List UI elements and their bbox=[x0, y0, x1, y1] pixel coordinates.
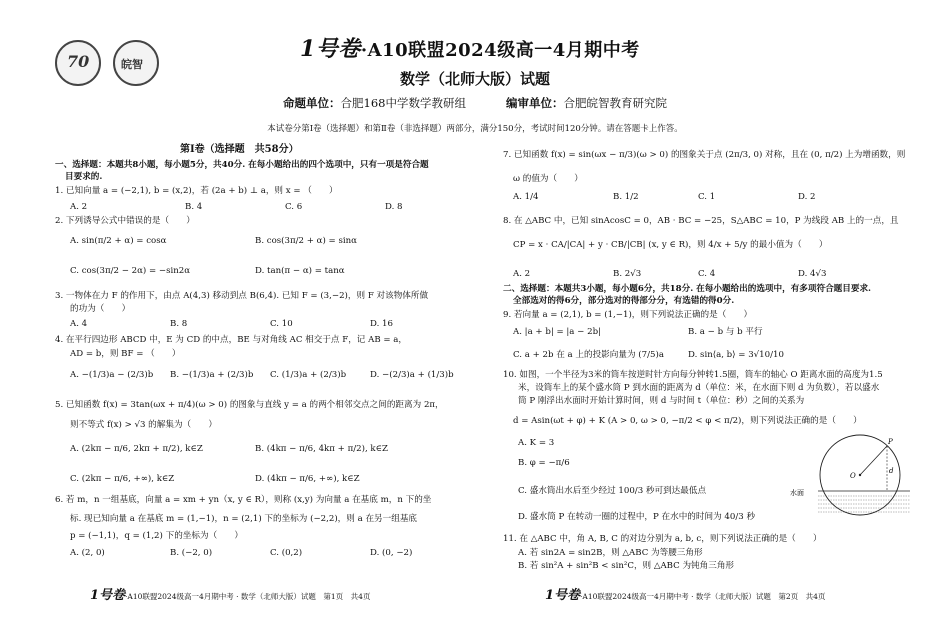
page-footer-1 bbox=[90, 584, 370, 603]
option: A. −(1/3)a − (2/3)b bbox=[70, 370, 154, 380]
option: B. 8 bbox=[170, 319, 188, 329]
option: A. 2 bbox=[513, 269, 531, 279]
question-7-cont: ω 的值为（ ） bbox=[513, 174, 583, 184]
option: B. 1/2 bbox=[613, 192, 639, 202]
question-4: 4. 在平行四边形 ABCD 中，E 为 CD 的中点，BE 与对角线 AC 相交于点 F，记 AB = a， bbox=[55, 335, 408, 345]
p-label: P bbox=[888, 438, 893, 446]
q5-option-d: D. (4kπ − π/6, +∞), k∈Z bbox=[255, 474, 360, 484]
question-6-cont: 标. 现已知向量 a 在基底 m = (1,−1)，n = (2,1) 下的坐标为 (−2,2)，则 a 在另一组基底 bbox=[70, 514, 418, 524]
option: C. (0,2) bbox=[270, 548, 303, 558]
option: C. 6 bbox=[285, 202, 303, 212]
section1-heading: 一、选择题：本题共8小题，每小题5分，共40分. 在每小题给出的四个选项中，只有一项是符合题 bbox=[55, 160, 429, 170]
question-8: 8. 在 △ABC 中，已知 sinAcosC = 0，AB · BC = −25，S△ABC = 10，P 为线段 AB 上的一点，且 bbox=[503, 216, 899, 226]
question-11: 11. 在 △ABC 中，角 A, B, C 的对边分别为 a, b, c，则下列说法正确的是（ ） bbox=[503, 534, 822, 544]
question-9: 9. 若向量 a = (2,1), b = (1,−1)，则下列说法正确的是（ ） bbox=[503, 310, 753, 320]
water-wheel-diagram bbox=[790, 433, 910, 528]
exam-notice: 本试卷分第Ⅰ卷（选择题）和第Ⅱ卷（非选择题）两部分，满分150分，考试时间120分钟。请在答题卡上作答。 bbox=[267, 124, 683, 134]
brand-mark: 1号卷 bbox=[300, 36, 361, 62]
q5-option-c: C. (2kπ − π/6, +∞), k∈Z bbox=[70, 474, 175, 484]
option: D. 2 bbox=[798, 192, 816, 202]
footer-text: ·A10联盟2024级高一4月期中考 · 数学（北师大版）试题 第1页 共4页 bbox=[125, 592, 371, 601]
q2-option-c: C. cos(3π/2 − 2α) = −sin2α bbox=[70, 266, 191, 276]
o-label: O bbox=[850, 472, 856, 480]
option: C. 1 bbox=[698, 192, 716, 202]
authoring-units bbox=[0, 95, 950, 111]
option: D. 8 bbox=[385, 202, 403, 212]
q11-option-a: A. 若 sin2A = sin2B，则 △ABC 为等腰三角形 bbox=[518, 548, 703, 558]
unit1-value: 合肥168中学数学教研组 bbox=[340, 96, 466, 110]
question-4-cont: AD = b，则 BF = （ ） bbox=[70, 349, 181, 359]
q5-option-b: B. (4kπ − π/6, 4kπ + π/2), k∈Z bbox=[255, 444, 388, 454]
option: C. 10 bbox=[270, 319, 293, 329]
q11-option-b: B. 若 sin²A + sin²B < sin²C，则 △ABC 为钝角三角形 bbox=[518, 561, 735, 571]
option: D. 4√3 bbox=[798, 269, 827, 279]
question-7: 7. 已知函数 f(x) = sin(ωx − π/3)(ω > 0) 的图象关于点 (2π/3, 0) 对称，且在 (0, π/2) 上为增函数，则 bbox=[503, 150, 906, 160]
q10-option-b: B. φ = −π/6 bbox=[518, 458, 570, 468]
exam-subtitle: 数学（北师大版）试题 bbox=[399, 70, 550, 88]
q2-option-a: A. sin(π/2 + α) = cosα bbox=[70, 236, 167, 246]
option: C. 4 bbox=[698, 269, 716, 279]
question-10: 10. 如图，一个半径为3米的筒车按逆时针方向每分钟转1.5圈，筒车的轴心 O 距离水面的高度为1.5 bbox=[503, 370, 883, 380]
option: A. 2 bbox=[70, 202, 88, 212]
option: B. −(1/3)a + (2/3)b bbox=[170, 370, 254, 380]
q9-option-c: C. a + 2b 在 a 上的投影向量为 (7/5)a bbox=[513, 350, 664, 360]
option: A. 4 bbox=[70, 319, 88, 329]
question-6-cont2: p = (−1,1)，q = (1,2) 下的坐标为（ ） bbox=[70, 531, 243, 541]
water-label: 水面 bbox=[790, 489, 804, 497]
q2-option-d: D. tan(π − α) = tanα bbox=[255, 266, 345, 276]
question-8-cont: CP = x · CA/|CA| + y · CB/|CB| (x, y ∈ R)，则 4/x + 5/y 的最小值为（ ） bbox=[513, 240, 828, 250]
option: C. (1/3)a + (2/3)b bbox=[270, 370, 347, 380]
section2-heading: 二、选择题：本题共3小题，每小题6分，共18分. 在每小题给出的选项中，有多项符合题目要求. bbox=[503, 284, 872, 294]
footer-brand-mark: 1号卷 bbox=[545, 588, 581, 603]
question-5-cont: 则不等式 f(x) > √3 的解集为（ ） bbox=[70, 420, 217, 430]
question-3-cont: 的功为（ ） bbox=[70, 304, 131, 314]
q10-option-c: C. 盛水筒出水后至少经过 100/3 秒可到达最低点 bbox=[518, 486, 707, 496]
unit1-label: 命题单位： bbox=[283, 96, 341, 110]
section1-heading-cont: 目要求的. bbox=[65, 172, 103, 182]
q9-option-b: B. a − b 与 b 平行 bbox=[688, 327, 763, 337]
section2-heading-cont: 全部选对的得6分，部分选对的得部分分，有选错的得0分. bbox=[513, 296, 735, 306]
option: B. 2√3 bbox=[613, 269, 642, 279]
question-10-cont: 米，设筒车上的某个盛水筒 P 到水面的距离为 d（单位：米，在水面下则 d 为负数），若以盛水 bbox=[518, 383, 880, 393]
question-1: 1. 已知向量 a = (−2,1), b = (x,2)，若 (2a + b) ⊥ a，则 x = （ ） bbox=[55, 186, 338, 196]
q5-option-a: A. (2kπ − π/6, 2kπ + π/2), k∈Z bbox=[70, 444, 203, 454]
exam-title bbox=[300, 32, 640, 63]
option: B. 4 bbox=[185, 202, 203, 212]
unit2-value: 合肥皖智教育研究院 bbox=[563, 96, 667, 110]
q10-option-a: A. K = 3 bbox=[518, 438, 555, 448]
option: D. 16 bbox=[370, 319, 393, 329]
footer-text: ·A10联盟2024级高一4月期中考 · 数学（北师大版）试题 第2页 共4页 bbox=[580, 592, 826, 601]
radius-line bbox=[860, 446, 887, 475]
footer-brand-mark: 1号卷 bbox=[90, 588, 126, 603]
question-5: 5. 已知函数 f(x) = 3tan(ωx + π/4)(ω > 0) 的图象与直线 y = a 的两个相邻交点之间的距离为 2π， bbox=[55, 400, 444, 410]
q9-option-d: D. sin⟨a, b⟩ = 3√10/10 bbox=[688, 350, 784, 360]
option: D. −(2/3)a + (1/3)b bbox=[370, 370, 454, 380]
page-footer-2 bbox=[545, 584, 825, 603]
option: B. (−2, 0) bbox=[170, 548, 213, 558]
question-10-formula: d = Asin(ωt + φ) + K (A > 0, ω > 0, −π/2 < φ < π/2)，则下列说法正确的是（ ） bbox=[513, 416, 862, 426]
option: A. (2, 0) bbox=[70, 548, 105, 558]
question-2: 2. 下列诱导公式中错误的是（ ） bbox=[55, 216, 195, 226]
part-title: 第Ⅰ卷（选择题 共58分） bbox=[180, 144, 299, 155]
q9-option-a: A. |a + b| = |a − 2b| bbox=[513, 327, 601, 337]
option: A. 1/4 bbox=[513, 192, 539, 202]
question-10-cont2: 筒 P 刚浮出水面时开始计算时间，则 d 与时间 t（单位：秒）之间的关系为 bbox=[518, 396, 805, 406]
unit2-label: 编审单位： bbox=[505, 96, 564, 110]
logo-text: 皖智 bbox=[121, 58, 143, 71]
exam-title-text: ·A10联盟2024级高一4月期中考 bbox=[360, 40, 640, 61]
logo-number: 70 bbox=[67, 52, 90, 71]
question-6: 6. 若 m，n 一组基底，向量 a = xm + yn（x, y ∈ R），则称 (x,y) 为向量 a 在基底 m，n 下的坐 bbox=[55, 495, 432, 505]
q10-option-d: D. 盛水筒 P 在转动一圈的过程中，P 在水中的时间为 40/3 秒 bbox=[518, 512, 756, 522]
question-3: 3. 一物体在力 F 的作用下，由点 A(4,3) 移动到点 B(6,4). 已知 F = (3,−2)，则 F 对该物体所做 bbox=[55, 291, 429, 301]
option: D. (0, −2) bbox=[370, 548, 413, 558]
d-label: d bbox=[889, 467, 894, 475]
q2-option-b: B. cos(3π/2 + α) = sinα bbox=[255, 236, 357, 246]
